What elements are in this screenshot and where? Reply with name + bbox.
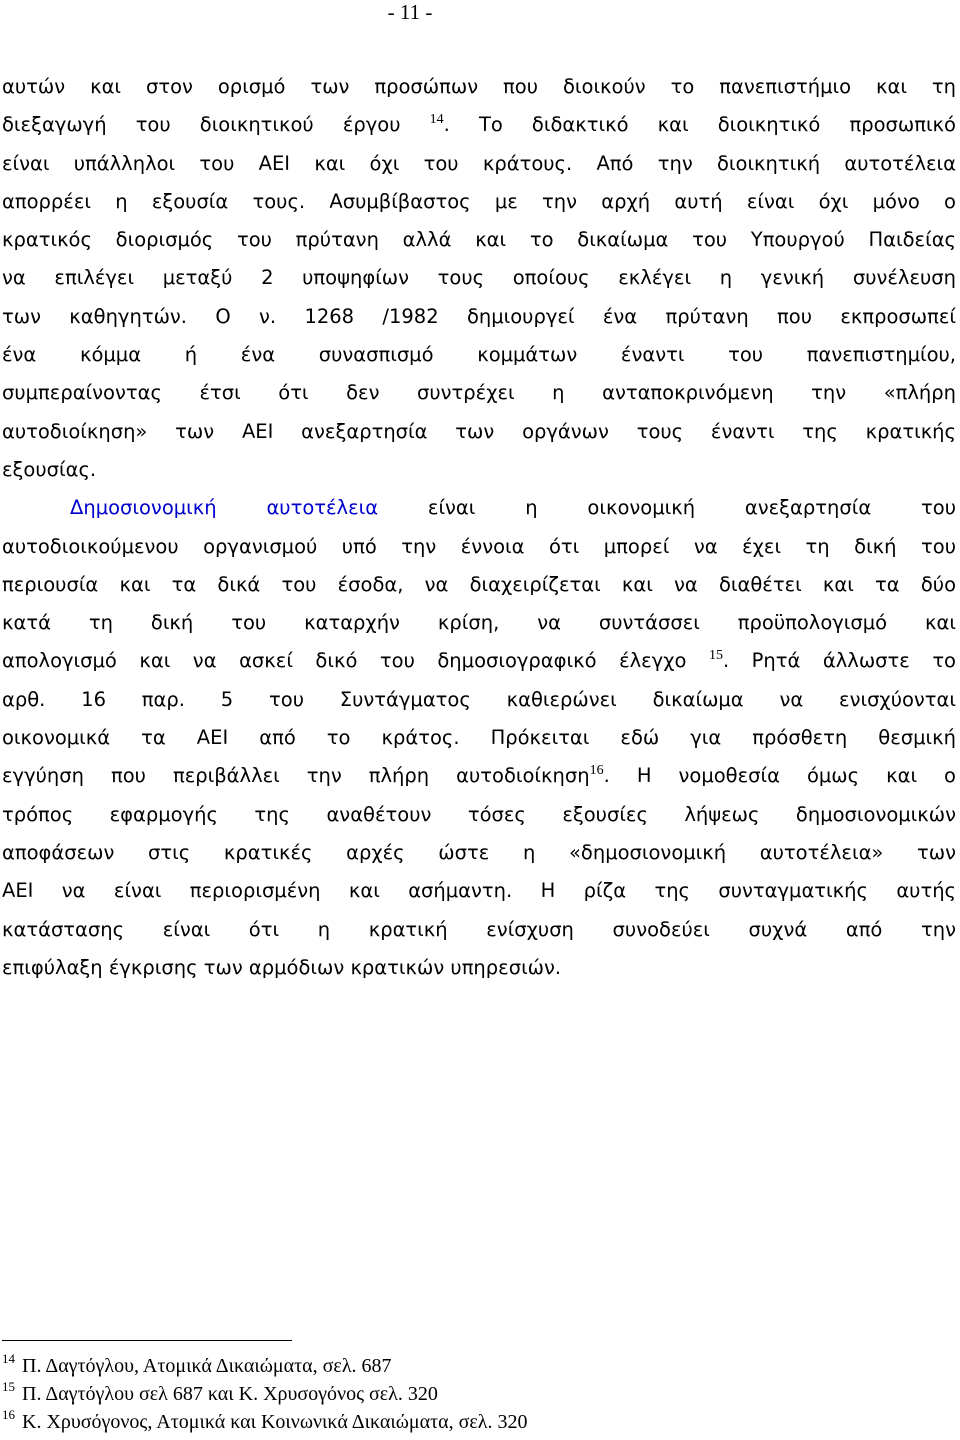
footnote-ref: 16	[589, 763, 604, 779]
text-line: αρθ. 16 παρ. 5 του Συντάγματος καθιερώνει δικαίωμα να ενισχύονται	[2, 687, 956, 711]
text-line: οικονομικά τα ΑΕΙ από το κράτος. Πρόκειται εδώ για πρόσθετη θεσμική	[2, 726, 956, 750]
footnote-text: Π. Δαγτόγλου, Ατομικά Δικαιώματα, σελ. 687	[22, 1355, 392, 1377]
text-segment: . Το διδακτικό και διοικητικό προσωπικό	[443, 113, 956, 137]
footnote	[2, 1408, 702, 1436]
text-line: είναι υπάλληλοι του ΑΕΙ και όχι του κράτους. Από την διοικητική αυτοτέλεια	[2, 151, 956, 175]
text-line: αποφάσεων στις κρατικές αρχές ώστε η «δημοσιονομική αυτοτέλεια» των	[2, 840, 956, 864]
footnote-number: 15	[2, 1379, 15, 1394]
defined-term: Δημοσιονομική αυτοτέλεια	[70, 496, 379, 520]
text-line: ένα κόμμα ή ένα συνασπισμό κομμάτων έναντι του πανεπιστημίου,	[2, 343, 956, 367]
footnote	[2, 1352, 702, 1380]
footnote-separator	[2, 1340, 292, 1341]
text-segment: είναι η οικονομική ανεξαρτησία του	[378, 496, 956, 520]
footnote-ref: 15	[708, 648, 723, 664]
page-number: - 11 -	[387, 0, 433, 24]
text-line: απορρέει η εξουσία τους. Ασυμβίβαστος με την αρχή αυτή είναι όχι μόνο ο	[2, 189, 956, 213]
text-line: αυτών και στον ορισμό των προσώπων που διοικούν το πανεπιστήμιο και τη	[2, 75, 956, 98]
text-line: αυτοδιοικούμενου οργανισμού υπό την έννοια ότι μπορεί να έχει τη δική του	[2, 534, 956, 558]
footnotes	[2, 1352, 702, 1436]
text-segment: . Ρητά άλλωστε το	[722, 649, 956, 673]
text-line: κατά τη δική του καταρχήν κρίση, να συντάσσει προϋπολογισμό και	[2, 611, 956, 635]
text-line	[2, 106, 956, 144]
footnote-number: 16	[2, 1407, 15, 1422]
text-segment: εγγύηση που περιβάλλει την πλήρη αυτοδιοίκηση	[2, 764, 590, 788]
text-line: των καθηγητών. Ο ν. 1268 /1982 δημιουργεί ένα πρύτανη που εκπροσωπεί	[2, 304, 956, 328]
text-line: συμπεραίνοντας έτσι ότι δεν συντρέχει η ανταποκρινόμενη την «πλήρη	[2, 381, 956, 405]
footnote	[2, 1380, 702, 1408]
text-line: αυτοδιοίκηση» των ΑΕΙ ανεξαρτησία των οργάνων τους έναντι της κρατικής	[2, 419, 956, 443]
text-line: ΑΕΙ να είναι περιορισμένη και ασήμαντη. Η ρίζα της συνταγματικής αυτής	[2, 879, 956, 903]
text-segment: . Η νομοθεσία όμως και ο	[603, 764, 956, 788]
text-line	[2, 642, 956, 680]
text-line: κατάστασης είναι ότι η κρατική ενίσχυση συνοδεύει συχνά από την	[2, 917, 956, 941]
text-segment: απολογισμό και να ασκεί δικό του δημοσιογραφικό έλεγχο	[2, 649, 687, 673]
paragraph-2	[2, 489, 956, 987]
text-line: περιουσία και τα δικά του έσοδα, να διαχειρίζεται και να διαθέτει και τα δύο	[2, 572, 956, 596]
body-text	[2, 68, 956, 987]
text-line: κρατικός διορισμός του πρύτανη αλλά και το δικαίωμα του Υπουργού Παιδείας	[2, 228, 956, 252]
text-line: επιφύλαξη έγκρισης των αρμόδιων κρατικών υπηρεσιών.	[2, 955, 562, 979]
text-line: εξουσίας.	[2, 457, 97, 481]
footnote-text: Π. Δαγτόγλου σελ 687 και Κ. Χρυσογόνος σελ. 320	[22, 1383, 438, 1405]
footnote-number: 14	[2, 1351, 15, 1366]
text-segment: διεξαγωγή του διοικητικού έργου	[2, 113, 401, 137]
footnote-ref: 14	[429, 112, 444, 128]
text-line	[2, 489, 956, 527]
paragraph-1	[2, 68, 956, 489]
text-line: τρόπος εφαρμογής της αναθέτουν τόσες εξουσίες λήψεως δημοσιονομικών	[2, 802, 956, 826]
text-line: να επιλέγει μεταξύ 2 υποψηφίων τους οποίους εκλέγει η γενική συνέλευση	[2, 266, 956, 290]
text-line	[2, 757, 956, 795]
footnote-text: Κ. Χρυσόγονος, Ατομικά και Κοινωνικά Δικαιώματα, σελ. 320	[22, 1411, 528, 1433]
